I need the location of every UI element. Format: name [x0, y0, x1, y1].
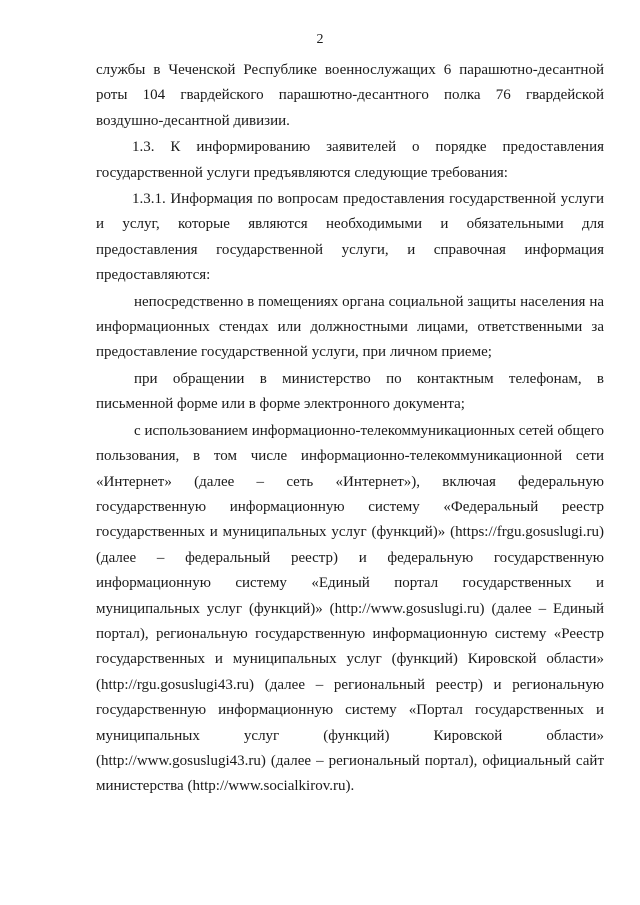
paragraph-1-3: 1.3. К информированию заявителей о порядке предоставления государственной услуги предъявляются следующие требования:: [96, 139, 604, 181]
paragraph-contact: при обращении в министерство по контактным телефонам, в письменной форме или в форме электронного документа;: [96, 370, 604, 413]
paragraph-directly: непосредственно в помещениях органа социальной защиты населения на информационных стендах или должностными лицами, ответственными за предоставление государственной услуги, при личном приеме;: [96, 293, 604, 361]
paragraph-internet: с использованием информационно-телекоммуникационных сетей общего пользования, в том числе информационно-телекоммуникационной сети «Интернет» (далее – сеть «Интернет»), включая федеральную государственную информационную систему «Федеральный реестр государственных и муниципальных услуг (функций)» (https://frgu.gosuslugi.ru) (далее – федеральный реестр) и федеральную государственную информационную систему «Единый портал государственных и муниципальных услуг (функций)» (http://www.gosuslugi.ru) (далее – Единый портал), региональную государственную информационную систему «Реестр государственных и муниципальных услуг (функций) Кировской области» (http://rgu.gosuslugi43.ru) (далее – региональный реестр) и региональную государственную информационную систему «Портал государственных и муниципальных услуг (функций) Кировской области» (http://www.gosuslugi43.ru) (далее – региональный портал), официальный сайт министерства (http://www.socialkirov.ru).: [96, 422, 604, 795]
page-number: 2: [316, 32, 324, 47]
paragraph-continuation: службы в Чеченской Республике военнослужащих 6 парашютно-десантной роты 104 гвардейского парашютно-десантного полка 76 гвардейской воздушно-десантной дивизии.: [96, 62, 604, 129]
document-body: [96, 58, 604, 801]
paragraph-1-3-1: 1.3.1. Информация по вопросам предоставления государственной услуги и услуг, которые являются необходимыми и обязательными для предоставления государственной услуги, и справочная информация предоставляются:: [96, 191, 604, 284]
